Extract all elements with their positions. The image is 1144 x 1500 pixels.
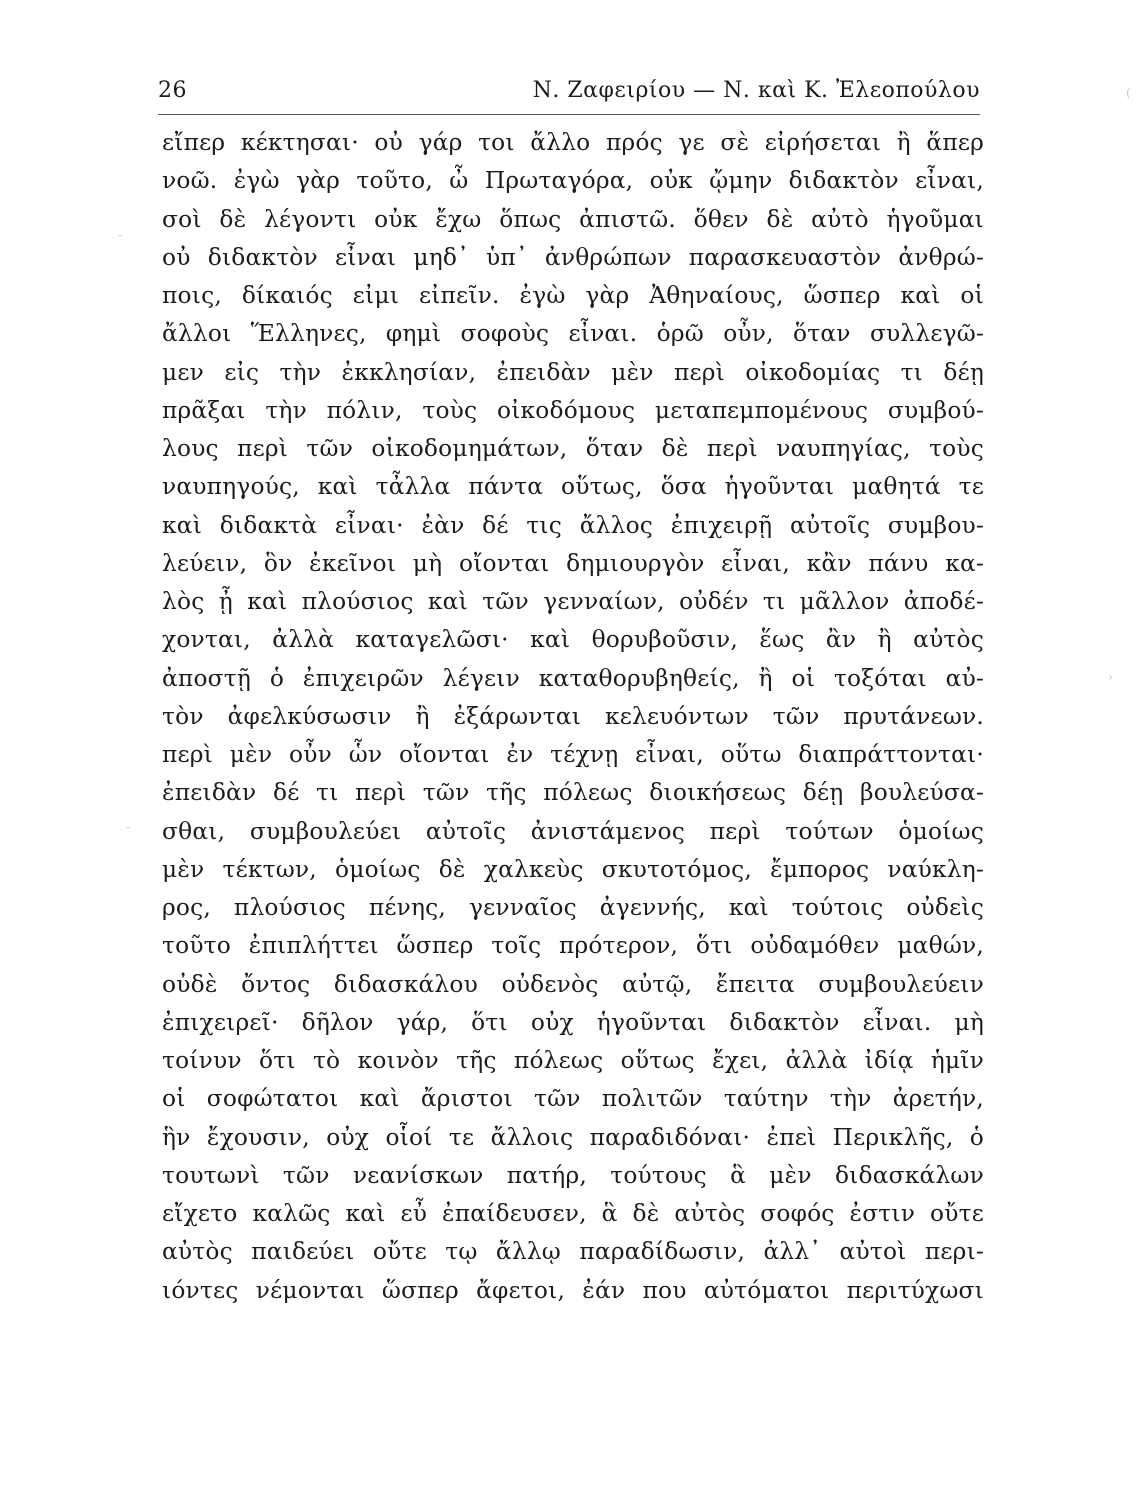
running-head: Ν. Ζαφειρίου — Ν. καὶ Κ. Ἐλεοπούλου xyxy=(532,78,980,103)
page-header xyxy=(158,78,980,112)
text-line: πρᾶξαι τὴν πόλιν, τοὺς οἰκοδόμους μεταπεμπομένους συμβού- xyxy=(162,396,984,424)
text-line: εἴχετο καλῶς καὶ εὖ ἐπαίδευσεν, ἃ δὲ αὐτὸς σοφός ἐστιν οὔτε xyxy=(162,1200,984,1227)
text-line: ιόντες νέμονται ὥσπερ ἄφετοι, ἐάν που αὐτόματοι περιτύχωσι xyxy=(162,1276,984,1304)
text-line: οὐδὲ ὄντος διδασκάλου οὐδενὸς αὐτῷ, ἔπειτα συμβουλεύειν xyxy=(162,970,984,998)
text-line: τοῦτο ἐπιπλήττει ὥσπερ τοῖς πρότερον, ὅτι οὐδαμόθεν μαθών, xyxy=(162,932,984,960)
text-line: ρος, πλούσιος πένης, γενναῖος ἀγεννής, καὶ τούτοις οὐδεὶς xyxy=(162,894,984,921)
text-line: ἣν ἔχουσιν, οὐχ οἷοί τε ἄλλοις παραδιδόναι· ἐπεὶ Περικλῆς, ὁ xyxy=(162,1123,984,1151)
header-rule xyxy=(158,114,980,115)
text-line: λους περὶ τῶν οἰκοδομημάτων, ὅταν δὲ περὶ ναυπηγίας, τοὺς xyxy=(162,435,984,462)
text-line: τοίνυν ὅτι τὸ κοινὸν τῆς πόλεως οὕτως ἔχει, ἀλλὰ ἰδίᾳ ἡμῖν xyxy=(162,1047,984,1074)
scan-speck: › xyxy=(1108,670,1113,684)
text-line: εἴπερ κέκτησαι· οὐ γάρ τοι ἄλλο πρός γε σὲ εἰρήσεται ἢ ἅπερ xyxy=(162,129,984,156)
text-line: ἐπειδὰν δέ τι περὶ τῶν τῆς πόλεως διοικήσεως δέῃ βουλεύσα- xyxy=(162,779,984,807)
page-number: 26 xyxy=(158,78,187,103)
text-line: ποις, δίκαιός εἰμι εἰπεῖν. ἐγὼ γὰρ Ἀθηναίους, ὥσπερ καὶ οἱ xyxy=(162,282,984,309)
text-line: αὐτὸς παιδεύει οὔτε τῳ ἄλλῳ παραδίδωσιν, ἀλλ᾽ αὐτοὶ περι- xyxy=(162,1238,984,1266)
text-line: λὸς ᾖ καὶ πλούσιος καὶ τῶν γενναίων, οὐδέν τι μᾶλλον ἀποδέ- xyxy=(162,588,984,615)
text-line: ναυπηγούς, καὶ τἆλλα πάντα οὕτως, ὅσα ἡγοῦνται μαθητά τε xyxy=(162,473,984,501)
text-line: καὶ διδακτὰ εἶναι· ἐὰν δέ τις ἄλλος ἐπιχειρῇ αὐτοῖς συμβου- xyxy=(162,511,984,539)
text-line: μεν εἰς τὴν ἐκκλησίαν, ἐπειδὰν μὲν περὶ οἰκοδομίας τι δέῃ xyxy=(162,358,984,386)
body-text xyxy=(162,124,984,1310)
text-line: χονται, ἀλλὰ καταγελῶσι· καὶ θορυβοῦσιν, ἕως ἂν ἢ αὐτὸς xyxy=(162,626,984,654)
text-line: σοὶ δὲ λέγοντι οὐκ ἔχω ὅπως ἀπιστῶ. ὅθεν δὲ αὐτὸ ἡγοῦμαι xyxy=(162,205,984,233)
text-line: τὸν ἀφελκύσωσιν ἢ ἐξάρωνται κελευόντων τῶν πρυτάνεων. xyxy=(162,702,984,730)
text-line: ἄλλοι Ἕλληνες, φημὶ σοφοὺς εἶναι. ὁρῶ οὖν, ὅταν συλλεγῶ- xyxy=(162,320,984,348)
text-line: νοῶ. ἐγὼ γὰρ τοῦτο, ὦ Πρωταγόρα, οὐκ ᾤμην διδακτὸν εἶναι, xyxy=(162,167,984,195)
text-line: ἀποστῇ ὁ ἐπιχειρῶν λέγειν καταθορυβηθείς, ἢ οἱ τοξόται αὐ- xyxy=(162,664,984,692)
text-line: λεύειν, ὃν ἐκεῖνοι μὴ οἴονται δημιουργὸν εἶναι, κἂν πάνυ κα- xyxy=(162,549,984,577)
text-line: περὶ μὲν οὖν ὧν οἴονται ἐν τέχνῃ εἶναι, οὕτω διαπράττονται· xyxy=(162,741,984,768)
text-line: τουτωνὶ τῶν νεανίσκων πατήρ, τούτους ἃ μὲν διδασκάλων xyxy=(162,1161,984,1189)
scan-speck: ( xyxy=(1126,86,1131,100)
text-line: ἐπιχειρεῖ· δῆλον γάρ, ὅτι οὐχ ἡγοῦνται διδακτὸν εἶναι. μὴ xyxy=(162,1008,984,1036)
text-line: οὐ διδακτὸν εἶναι μηδ᾽ ὑπ᾽ ἀνθρώπων παρασκευαστὸν ἀνθρώ- xyxy=(162,243,984,271)
scan-speck: - xyxy=(118,228,123,242)
text-line: οἱ σοφώτατοι καὶ ἄριστοι τῶν πολιτῶν ταύτην τὴν ἀρετήν, xyxy=(162,1085,984,1113)
text-line: σθαι, συμβουλεύει αὐτοῖς ἀνιστάμενος περὶ τούτων ὁμοίως xyxy=(162,817,984,845)
text-line: μὲν τέκτων, ὁμοίως δὲ χαλκεὺς σκυτοτόμος, ἔμπορος ναύκλη- xyxy=(162,855,984,883)
scan-speck: - xyxy=(126,820,131,834)
